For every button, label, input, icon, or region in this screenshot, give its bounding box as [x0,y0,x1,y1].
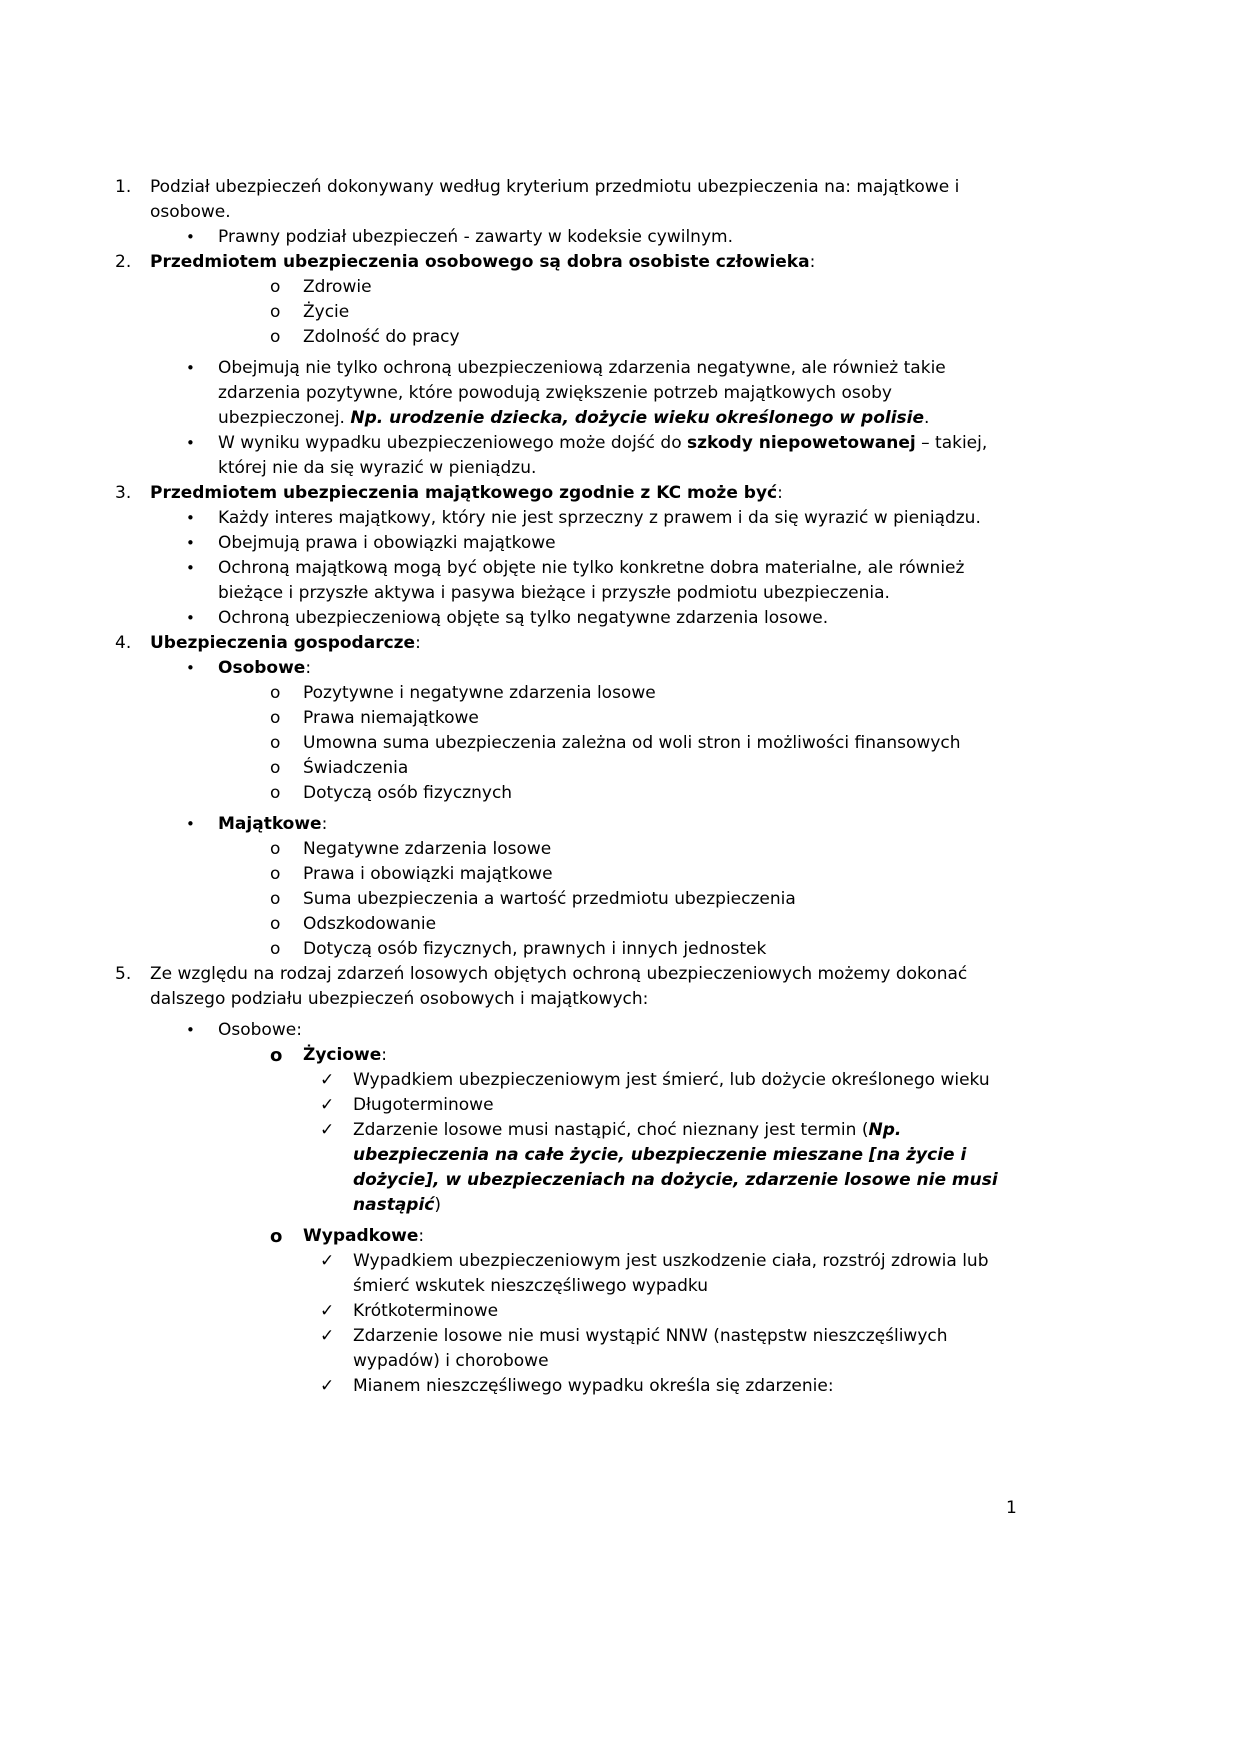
list-item [115,275,1020,300]
check-marker: ✓ [320,1095,335,1115]
list-item-text: Prawa i obowiązki majątkowe [303,864,553,884]
bullet-marker: • [186,534,195,552]
circle-marker: o [270,733,281,753]
list-item-text: Ubezpieczenia gospodarcze: [150,633,421,653]
circle-marker: o [270,839,281,859]
check-marker: ✓ [320,1120,335,1140]
circle-marker: o [270,783,281,803]
list-item-text: Zdrowie [303,277,372,297]
bullet-marker: • [186,509,195,527]
list-item [115,175,1020,225]
list-item [115,1068,1020,1093]
list-item-text: Ze względu na rodzaj zdarzeń losowych objętych ochroną ubezpieczeniowych możemy dokonać dalszego podziału ubezpieczeń osobowych i majątkowych: [150,964,968,1009]
bullet-marker: • [186,659,195,677]
list-item-text: Świadczenia [303,758,409,778]
list-item [115,962,1020,1012]
list-item [115,656,1020,681]
list-item-text: Każdy interes majątkowy, który nie jest sprzeczny z prawem i da się wyrazić w pieniądzu. [218,508,981,528]
list-item [115,1018,1020,1043]
list-item-text: Majątkowe: [218,814,328,834]
document-list [115,175,1020,1399]
list-item [115,481,1020,506]
check-marker: ✓ [320,1376,335,1396]
list-item-text: Umowna suma ubezpieczenia zależna od woli stron i możliwości finansowych [303,733,961,753]
circle-marker: o [270,1045,283,1066]
list-item-text: Wypadkiem ubezpieczeniowym jest śmierć, lub dożycie określonego wieku [353,1070,990,1090]
circle-marker: o [270,939,281,959]
bullet-marker: • [186,434,195,452]
list-item-text: Osobowe: [218,1020,302,1040]
list-item-text: Dotyczą osób fizycznych [303,783,513,803]
number-marker: 1. [115,177,132,197]
list-item [115,1118,1020,1218]
list-item-text: Wypadkowe: [303,1226,425,1246]
number-marker: 5. [115,964,132,984]
check-marker: ✓ [320,1326,335,1346]
list-item [115,1093,1020,1118]
bullet-marker: • [186,359,195,377]
list-item [115,887,1020,912]
bullet-marker: • [186,815,195,833]
list-item [115,1249,1020,1299]
page-number: 1 [1006,1498,1017,1518]
circle-marker: o [270,708,281,728]
list-item [115,506,1020,531]
list-item-text: Przedmiotem ubezpieczenia majątkowego zgodnie z KC może być: [150,483,783,503]
list-item-text: Przedmiotem ubezpieczenia osobowego są dobra osobiste człowieka: [150,252,816,272]
circle-marker: o [270,1226,283,1247]
list-item [115,356,1020,431]
bullet-marker: • [186,559,195,577]
check-marker: ✓ [320,1070,335,1090]
list-item [115,681,1020,706]
list-item [115,812,1020,837]
list-item [115,556,1020,606]
list-item-text: Zdarzenie losowe musi nastąpić, choć nieznany jest termin (Np. ubezpieczenia na całe życie, ubezpieczenie mieszane [na życie i dożycie], w ubezpieczeniach na dożycie, zdarzenie losowe nie musi nastąpić) [353,1120,998,1215]
bullet-marker: • [186,228,195,246]
list-item-text: Życiowe: [303,1045,387,1065]
circle-marker: o [270,889,281,909]
list-item [115,631,1020,656]
list-item-text: Obejmują nie tylko ochroną ubezpieczeniową zdarzenia negatywne, ale również takie zdarzenia pozytywne, które powodują zwiększenie potrzeb majątkowych osoby ubezpieczonej. Np. urodzenie dziecka, dożycie wieku określonego w polisie. [218,358,946,428]
list-item [115,325,1020,350]
list-item [115,431,1020,481]
list-item-text: Życie [303,302,350,322]
list-item-text: Zdolność do pracy [303,327,460,347]
circle-marker: o [270,864,281,884]
list-item-text: Dotyczą osób fizycznych, prawnych i innych jednostek [303,939,767,959]
list-item-text: Osobowe: [218,658,312,678]
number-marker: 2. [115,252,132,272]
circle-marker: o [270,683,281,703]
check-marker: ✓ [320,1301,335,1321]
bullet-marker: • [186,609,195,627]
list-item-text: Wypadkiem ubezpieczeniowym jest uszkodzenie ciała, rozstrój zdrowia lub śmierć wskutek nieszczęśliwego wypadku [353,1251,989,1296]
list-item-text: Negatywne zdarzenia losowe [303,839,552,859]
list-item [115,937,1020,962]
list-item-text: Pozytywne i negatywne zdarzenia losowe [303,683,656,703]
list-item-text: Zdarzenie losowe nie musi wystąpić NNW (następstw nieszczęśliwych wypadów) i chorobowe [353,1326,948,1371]
list-item [115,862,1020,887]
list-item [115,756,1020,781]
list-item-text: Obejmują prawa i obowiązki majątkowe [218,533,556,553]
number-marker: 3. [115,483,132,503]
list-item [115,300,1020,325]
list-item [115,606,1020,631]
list-item-text: Ochroną majątkową mogą być objęte nie tylko konkretne dobra materialne, ale również bieżące i przyszłe aktywa i pasywa bieżące i przyszłe podmiotu ubezpieczenia. [218,558,965,603]
circle-marker: o [270,302,281,322]
list-item-text: Prawa niemajątkowe [303,708,479,728]
bullet-marker: • [186,1021,195,1039]
circle-marker: o [270,914,281,934]
list-item-text: Podział ubezpieczeń dokonywany według kryterium przedmiotu ubezpieczenia na: majątkowe i osobowe. [150,177,960,222]
list-item [115,1224,1020,1249]
list-item-text: Długoterminowe [353,1095,494,1115]
check-marker: ✓ [320,1251,335,1271]
circle-marker: o [270,327,281,347]
list-item-text: Suma ubezpieczenia a wartość przedmiotu ubezpieczenia [303,889,796,909]
list-item-text: W wyniku wypadku ubezpieczeniowego może dojść do szkody niepowetowanej – takiej, której nie da się wyrazić w pieniądzu. [218,433,988,478]
list-item-text: Krótkoterminowe [353,1301,499,1321]
circle-marker: o [270,277,281,297]
list-item [115,1374,1020,1399]
list-item [115,781,1020,806]
list-item-text: Prawny podział ubezpieczeń - zawarty w kodeksie cywilnym. [218,227,733,247]
list-item [115,225,1020,250]
list-item-text: Odszkodowanie [303,914,437,934]
number-marker: 4. [115,633,132,653]
list-item [115,1043,1020,1068]
list-item [115,706,1020,731]
list-item [115,731,1020,756]
list-item [115,837,1020,862]
list-item [115,1324,1020,1374]
list-item [115,1299,1020,1324]
circle-marker: o [270,758,281,778]
list-item [115,531,1020,556]
list-item-text: Mianem nieszczęśliwego wypadku określa się zdarzenie: [353,1376,834,1396]
list-item-text: Ochroną ubezpieczeniową objęte są tylko negatywne zdarzenia losowe. [218,608,829,628]
list-item [115,912,1020,937]
list-item [115,250,1020,275]
